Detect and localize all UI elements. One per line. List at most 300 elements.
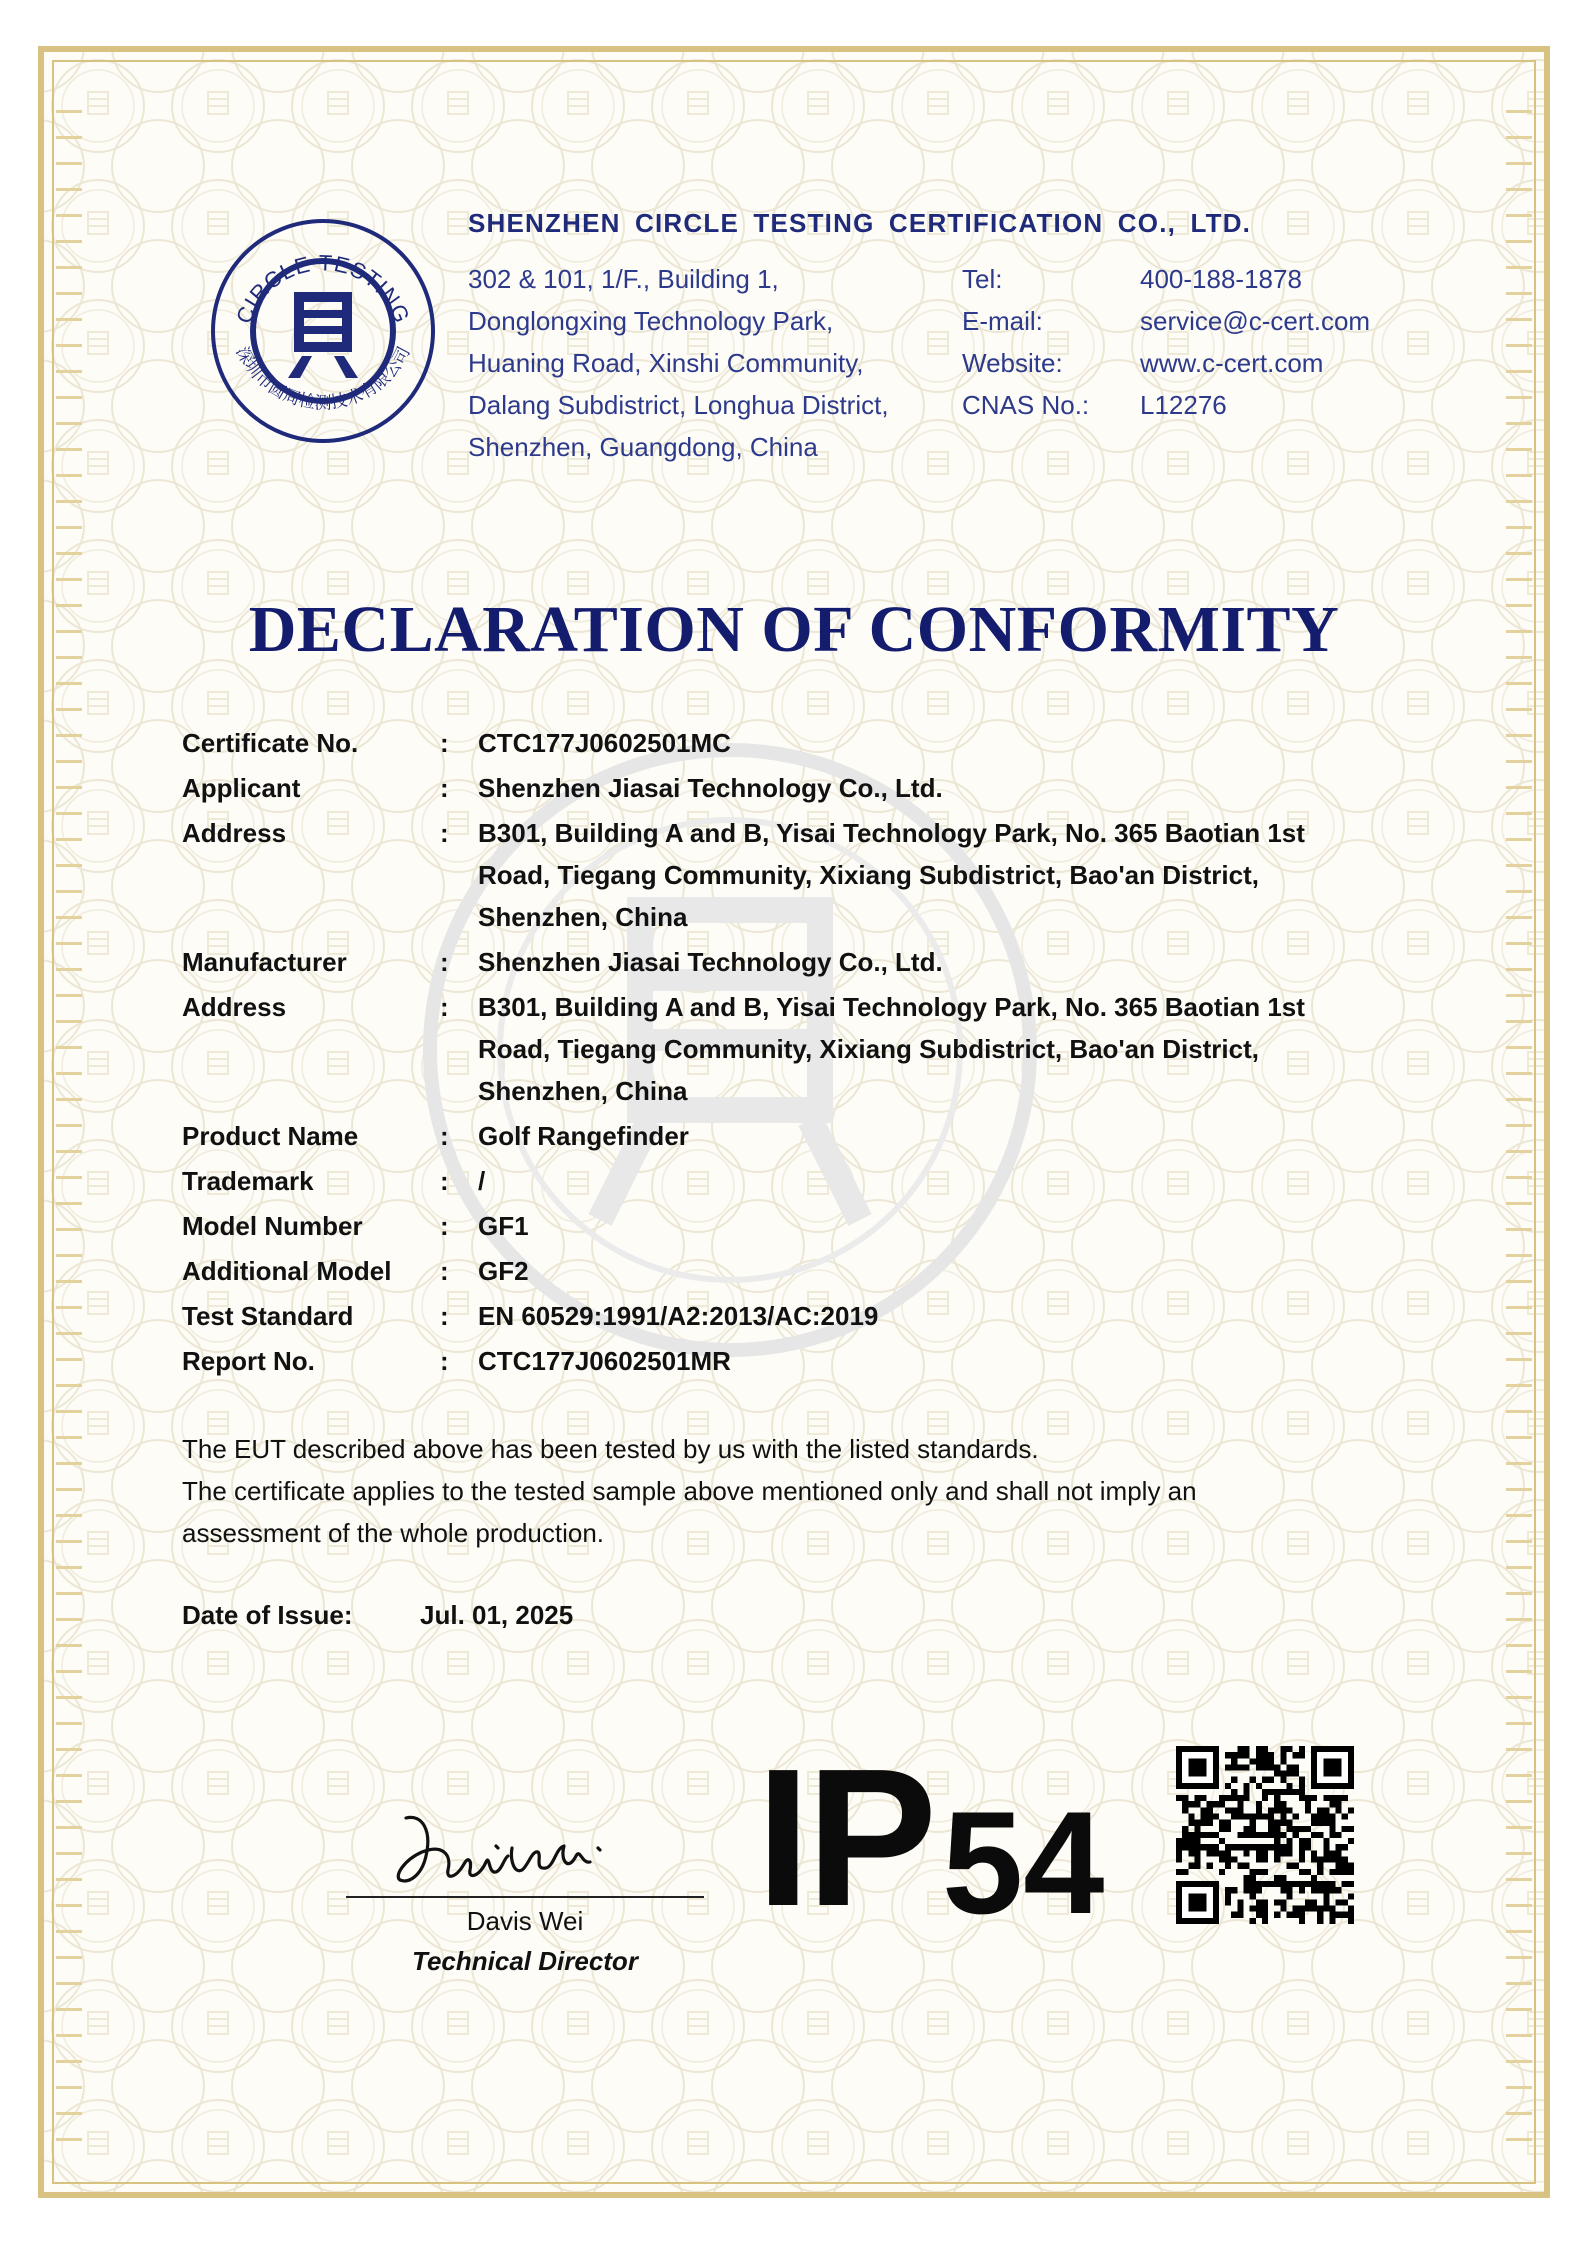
qr-module xyxy=(1237,1746,1243,1752)
qr-module xyxy=(1299,1795,1305,1801)
border-tick xyxy=(1506,1592,1532,1595)
border-tick xyxy=(56,1748,82,1751)
qr-module xyxy=(1188,1844,1194,1850)
border-tick xyxy=(56,708,82,711)
qr-module xyxy=(1342,1863,1348,1869)
qr-module xyxy=(1207,1807,1213,1813)
border-tick xyxy=(1506,110,1532,113)
qr-module xyxy=(1213,1801,1219,1807)
qr-module xyxy=(1225,1850,1231,1856)
qr-module xyxy=(1323,1814,1329,1820)
border-tick xyxy=(1506,136,1532,139)
qr-module xyxy=(1237,1814,1243,1820)
border-tick xyxy=(1506,1722,1532,1725)
border-tick xyxy=(1506,188,1532,191)
field-value: Shenzhen Jiasai Technology Co., Ltd. xyxy=(478,947,943,977)
field-label: Model Number xyxy=(182,1211,363,1241)
qr-module xyxy=(1194,1844,1200,1850)
border-tick xyxy=(1506,864,1532,867)
address-line: 302 & 101, 1/F., Building 1, xyxy=(468,264,779,294)
field-value xyxy=(478,812,1378,938)
qr-module xyxy=(1244,1764,1250,1770)
border-tick xyxy=(1506,422,1532,425)
border-tick xyxy=(56,1254,82,1257)
qr-module xyxy=(1311,1899,1317,1905)
border-tick xyxy=(56,1176,82,1179)
certificate-fields xyxy=(182,722,1422,1385)
qr-module xyxy=(1182,1832,1188,1838)
qr-module xyxy=(1286,1764,1292,1770)
company-seal-icon xyxy=(208,216,438,446)
border-tick xyxy=(1506,812,1532,815)
qr-module xyxy=(1237,1752,1243,1758)
border-tick xyxy=(56,942,82,945)
qr-module xyxy=(1225,1893,1231,1899)
field-colon: : xyxy=(440,992,449,1022)
border-tick xyxy=(56,760,82,763)
qr-module xyxy=(1231,1789,1237,1795)
field-certificate-no xyxy=(182,722,1422,764)
qr-module xyxy=(1188,1820,1194,1826)
qr-module xyxy=(1336,1863,1342,1869)
qr-module xyxy=(1256,1881,1262,1887)
border-tick xyxy=(56,1644,82,1647)
qr-module xyxy=(1280,1777,1286,1783)
border-tick xyxy=(1506,994,1532,997)
qr-module xyxy=(1348,1826,1354,1832)
qr-finder-module xyxy=(1188,1893,1206,1911)
field-colon: : xyxy=(440,1256,449,1286)
qr-module xyxy=(1317,1807,1323,1813)
qr-module xyxy=(1286,1881,1292,1887)
qr-module xyxy=(1342,1912,1348,1918)
border-tick xyxy=(1506,1878,1532,1881)
field-product-name xyxy=(182,1115,1422,1157)
field-colon: : xyxy=(440,1121,449,1151)
border-tick xyxy=(56,578,82,581)
qr-module xyxy=(1207,1814,1213,1820)
qr-module xyxy=(1280,1758,1286,1764)
border-tick xyxy=(56,1462,82,1465)
field-additional-model xyxy=(182,1250,1422,1292)
qr-module xyxy=(1293,1912,1299,1918)
issue-date: Jul. 01, 2025 xyxy=(420,1600,574,1630)
qr-module xyxy=(1237,1832,1243,1838)
qr-module xyxy=(1286,1912,1292,1918)
border-tick xyxy=(56,1514,82,1517)
qr-module xyxy=(1250,1758,1256,1764)
border-tick xyxy=(56,1956,82,1959)
border-tick xyxy=(56,1124,82,1127)
border-tick xyxy=(1506,1644,1532,1647)
qr-module xyxy=(1250,1844,1256,1850)
qr-module xyxy=(1268,1777,1274,1783)
qr-module xyxy=(1348,1863,1354,1869)
border-tick xyxy=(56,1020,82,1023)
qr-module xyxy=(1244,1881,1250,1887)
border-tick xyxy=(1506,344,1532,347)
field-label: Product Name xyxy=(182,1121,359,1151)
field-label: Address xyxy=(182,992,287,1022)
qr-module xyxy=(1219,1869,1225,1875)
qr-module xyxy=(1231,1856,1237,1862)
qr-module xyxy=(1268,1826,1274,1832)
contact-value: www.c-cert.com xyxy=(1140,348,1324,378)
field-value: Shenzhen Jiasai Technology Co., Ltd. xyxy=(478,773,943,803)
qr-module xyxy=(1176,1844,1182,1850)
border-tick xyxy=(56,1982,82,1985)
qr-module xyxy=(1262,1856,1268,1862)
qr-module xyxy=(1176,1856,1182,1862)
contact-value: service@c-cert.com xyxy=(1140,306,1371,336)
qr-module xyxy=(1305,1801,1311,1807)
qr-module xyxy=(1323,1838,1329,1844)
qr-module xyxy=(1231,1814,1237,1820)
field-value: CTC177J0602501MR xyxy=(478,1346,731,1376)
qr-module xyxy=(1225,1826,1231,1832)
qr-module xyxy=(1317,1869,1323,1875)
svg-text:CIRCLE TESTING: CIRCLE TESTING xyxy=(231,250,415,328)
qr-module xyxy=(1268,1881,1274,1887)
qr-module xyxy=(1250,1820,1256,1826)
qr-module xyxy=(1201,1814,1207,1820)
qr-module xyxy=(1219,1826,1225,1832)
qr-module xyxy=(1329,1869,1335,1875)
border-tick xyxy=(56,2008,82,2011)
qr-module xyxy=(1348,1869,1354,1875)
border-tick xyxy=(56,110,82,113)
border-tick xyxy=(1506,1774,1532,1777)
border-tick xyxy=(56,812,82,815)
qr-module xyxy=(1231,1807,1237,1813)
qr-module xyxy=(1280,1844,1286,1850)
qr-module xyxy=(1311,1906,1317,1912)
address-line: Dalang Subdistrict, Longhua District, xyxy=(468,390,889,420)
qr-module xyxy=(1286,1887,1292,1893)
qr-module xyxy=(1280,1801,1286,1807)
address-line: Donglongxing Technology Park, xyxy=(468,306,834,336)
qr-module xyxy=(1342,1899,1348,1905)
border-tick xyxy=(56,344,82,347)
qr-module xyxy=(1299,1777,1305,1783)
qr-module xyxy=(1299,1856,1305,1862)
qr-module xyxy=(1268,1789,1274,1795)
border-tick xyxy=(1506,708,1532,711)
qr-module xyxy=(1201,1844,1207,1850)
qr-module xyxy=(1336,1869,1342,1875)
document-title: DECLARATION OF CONFORMITY xyxy=(248,593,1340,666)
border-tick xyxy=(56,2138,82,2141)
qr-module xyxy=(1225,1899,1231,1905)
statement-line: The EUT described above has been tested by us with the listed standards. xyxy=(182,1434,1039,1464)
qr-module xyxy=(1293,1814,1299,1820)
qr-module xyxy=(1329,1918,1335,1924)
qr-module xyxy=(1256,1850,1262,1856)
qr-module xyxy=(1274,1899,1280,1905)
qr-module xyxy=(1250,1887,1256,1893)
qr-module xyxy=(1188,1832,1194,1838)
qr-module xyxy=(1317,1887,1323,1893)
border-tick xyxy=(1506,1540,1532,1543)
qr-module xyxy=(1219,1850,1225,1856)
qr-module xyxy=(1207,1820,1213,1826)
border-tick xyxy=(56,1852,82,1855)
border-tick xyxy=(1506,1020,1532,1023)
qr-module xyxy=(1244,1832,1250,1838)
border-tick xyxy=(56,1670,82,1673)
qr-module xyxy=(1299,1850,1305,1856)
qr-module xyxy=(1286,1838,1292,1844)
border-tick xyxy=(56,1280,82,1283)
svg-text:深圳市圆周检测技术有限公司: 深圳市圆周检测技术有限公司 xyxy=(231,343,415,414)
qr-module xyxy=(1329,1856,1335,1862)
qr-module xyxy=(1299,1789,1305,1795)
qr-module xyxy=(1194,1832,1200,1838)
border-tick xyxy=(56,994,82,997)
border-tick xyxy=(1506,552,1532,555)
qr-module xyxy=(1299,1826,1305,1832)
qr-module xyxy=(1237,1912,1243,1918)
qr-module xyxy=(1280,1899,1286,1905)
qr-module xyxy=(1317,1832,1323,1838)
qr-module xyxy=(1286,1783,1292,1789)
qr-module xyxy=(1323,1856,1329,1862)
qr-module xyxy=(1256,1746,1262,1752)
border-tick xyxy=(1506,2112,1532,2115)
border-tick xyxy=(56,422,82,425)
qr-module xyxy=(1244,1863,1250,1869)
qr-module xyxy=(1293,1764,1299,1770)
qr-module xyxy=(1194,1856,1200,1862)
qr-module xyxy=(1262,1752,1268,1758)
border-tick xyxy=(56,1150,82,1153)
qr-module xyxy=(1329,1801,1335,1807)
qr-module xyxy=(1256,1856,1262,1862)
qr-module xyxy=(1256,1832,1262,1838)
qr-module xyxy=(1274,1764,1280,1770)
qr-module xyxy=(1280,1789,1286,1795)
border-tick xyxy=(56,1722,82,1725)
qr-module xyxy=(1231,1912,1237,1918)
qr-module xyxy=(1323,1850,1329,1856)
border-tick xyxy=(1506,1072,1532,1075)
qr-module xyxy=(1194,1850,1200,1856)
qr-module xyxy=(1299,1783,1305,1789)
border-tick xyxy=(1506,1098,1532,1101)
qr-module xyxy=(1336,1801,1342,1807)
signer-title: Technical Director xyxy=(412,1946,638,1976)
border-tick xyxy=(1506,318,1532,321)
qr-module xyxy=(1182,1869,1188,1875)
border-tick xyxy=(1506,1306,1532,1309)
qr-module xyxy=(1256,1912,1262,1918)
qr-module xyxy=(1262,1814,1268,1820)
border-tick xyxy=(56,1696,82,1699)
field-label: Additional Model xyxy=(182,1256,392,1286)
border-tick xyxy=(1506,890,1532,893)
border-tick xyxy=(56,786,82,789)
qr-module xyxy=(1188,1850,1194,1856)
qr-module xyxy=(1225,1807,1231,1813)
field-colon: : xyxy=(440,818,449,848)
qr-module xyxy=(1280,1820,1286,1826)
qr-module xyxy=(1323,1807,1329,1813)
qr-module xyxy=(1280,1850,1286,1856)
qr-module xyxy=(1342,1814,1348,1820)
qr-module xyxy=(1336,1899,1342,1905)
border-tick xyxy=(1506,1618,1532,1621)
field-manufacturer xyxy=(182,941,1422,983)
field-label: Report No. xyxy=(182,1346,315,1376)
border-tick xyxy=(56,1046,82,1049)
qr-module xyxy=(1207,1863,1213,1869)
field-value-line: B301, Building A and B, Yisai Technology Park, No. 365 Baotian 1st xyxy=(478,992,1305,1022)
border-tick xyxy=(1506,214,1532,217)
qr-module xyxy=(1201,1795,1207,1801)
qr-module xyxy=(1219,1820,1225,1826)
border-tick xyxy=(1506,500,1532,503)
qr-module xyxy=(1348,1918,1354,1924)
qr-module xyxy=(1182,1838,1188,1844)
qr-module xyxy=(1244,1887,1250,1893)
border-tick xyxy=(1506,1930,1532,1933)
qr-module xyxy=(1299,1869,1305,1875)
qr-module xyxy=(1293,1771,1299,1777)
border-tick xyxy=(1506,1566,1532,1569)
contact-website xyxy=(962,342,1370,384)
qr-module xyxy=(1342,1826,1348,1832)
border-tick xyxy=(1506,266,1532,269)
qr-module xyxy=(1305,1844,1311,1850)
qr-module xyxy=(1207,1832,1213,1838)
qr-module xyxy=(1299,1887,1305,1893)
qr-module xyxy=(1237,1795,1243,1801)
qr-module xyxy=(1231,1795,1237,1801)
signer-name: Davis Wei xyxy=(466,1906,584,1936)
qr-module xyxy=(1323,1887,1329,1893)
qr-module xyxy=(1317,1906,1323,1912)
border-tick xyxy=(1506,1696,1532,1699)
qr-module xyxy=(1268,1758,1274,1764)
border-tick xyxy=(56,1618,82,1621)
qr-module xyxy=(1250,1881,1256,1887)
qr-module xyxy=(1231,1887,1237,1893)
qr-module xyxy=(1323,1899,1329,1905)
issuer-address xyxy=(468,258,889,468)
qr-module xyxy=(1293,1826,1299,1832)
qr-module xyxy=(1280,1881,1286,1887)
qr-module xyxy=(1231,1764,1237,1770)
qr-module xyxy=(1311,1881,1317,1887)
border-tick xyxy=(1506,1254,1532,1257)
border-tick xyxy=(1506,1852,1532,1855)
qr-module xyxy=(1244,1752,1250,1758)
qr-module xyxy=(1256,1899,1262,1905)
border-tick xyxy=(56,916,82,919)
border-tick xyxy=(1506,942,1532,945)
qr-module xyxy=(1244,1795,1250,1801)
border-tick xyxy=(56,1488,82,1491)
qr-module xyxy=(1201,1832,1207,1838)
qr-module xyxy=(1268,1832,1274,1838)
field-colon: : xyxy=(440,1301,449,1331)
field-value-line: Shenzhen, China xyxy=(478,1076,688,1106)
qr-module xyxy=(1336,1832,1342,1838)
field-label: Test Standard xyxy=(182,1301,354,1331)
border-tick xyxy=(56,1098,82,1101)
qr-module xyxy=(1311,1814,1317,1820)
field-label: Trademark xyxy=(182,1166,314,1196)
field-value: GF2 xyxy=(478,1256,529,1286)
issuer-contacts xyxy=(962,258,1370,426)
qr-module xyxy=(1268,1807,1274,1813)
qr-module xyxy=(1274,1807,1280,1813)
qr-module xyxy=(1213,1850,1219,1856)
qr-module xyxy=(1268,1844,1274,1850)
border-tick xyxy=(56,396,82,399)
qr-module xyxy=(1237,1764,1243,1770)
qr-module xyxy=(1329,1881,1335,1887)
qr-module xyxy=(1250,1869,1256,1875)
qr-module xyxy=(1280,1807,1286,1813)
qr-module xyxy=(1317,1814,1323,1820)
border-tick xyxy=(56,2086,82,2089)
qr-module xyxy=(1293,1863,1299,1869)
qr-module xyxy=(1305,1899,1311,1905)
contact-value: L12276 xyxy=(1140,390,1227,420)
qr-module xyxy=(1342,1795,1348,1801)
qr-module xyxy=(1237,1807,1243,1813)
qr-module xyxy=(1274,1850,1280,1856)
border-tick xyxy=(1506,526,1532,529)
qr-module xyxy=(1250,1826,1256,1832)
border-tick xyxy=(1506,1748,1532,1751)
border-tick xyxy=(56,838,82,841)
qr-module xyxy=(1293,1789,1299,1795)
qr-module xyxy=(1274,1856,1280,1862)
qr-module xyxy=(1323,1893,1329,1899)
contact-label: CNAS No.: xyxy=(962,390,1090,420)
qr-module xyxy=(1244,1875,1250,1881)
qr-module xyxy=(1280,1887,1286,1893)
qr-module xyxy=(1194,1801,1200,1807)
border-tick xyxy=(56,1228,82,1231)
border-tick xyxy=(56,1904,82,1907)
qr-module xyxy=(1194,1863,1200,1869)
field-trademark xyxy=(182,1160,1422,1202)
border-tick xyxy=(1506,2060,1532,2063)
address-line: Shenzhen, Guangdong, China xyxy=(468,432,818,462)
border-tick xyxy=(56,474,82,477)
qr-module xyxy=(1293,1752,1299,1758)
qr-module xyxy=(1225,1795,1231,1801)
qr-module xyxy=(1207,1801,1213,1807)
border-tick xyxy=(1506,1904,1532,1907)
qr-module xyxy=(1225,1820,1231,1826)
qr-module xyxy=(1348,1807,1354,1813)
border-tick xyxy=(1506,448,1532,451)
border-tick xyxy=(1506,240,1532,243)
qr-module xyxy=(1348,1881,1354,1887)
qr-module xyxy=(1305,1869,1311,1875)
qr-module xyxy=(1299,1844,1305,1850)
qr-module xyxy=(1299,1881,1305,1887)
qr-module xyxy=(1329,1887,1335,1893)
qr-module xyxy=(1329,1795,1335,1801)
border-tick xyxy=(1506,292,1532,295)
qr-module xyxy=(1336,1850,1342,1856)
border-tick xyxy=(1506,1228,1532,1231)
